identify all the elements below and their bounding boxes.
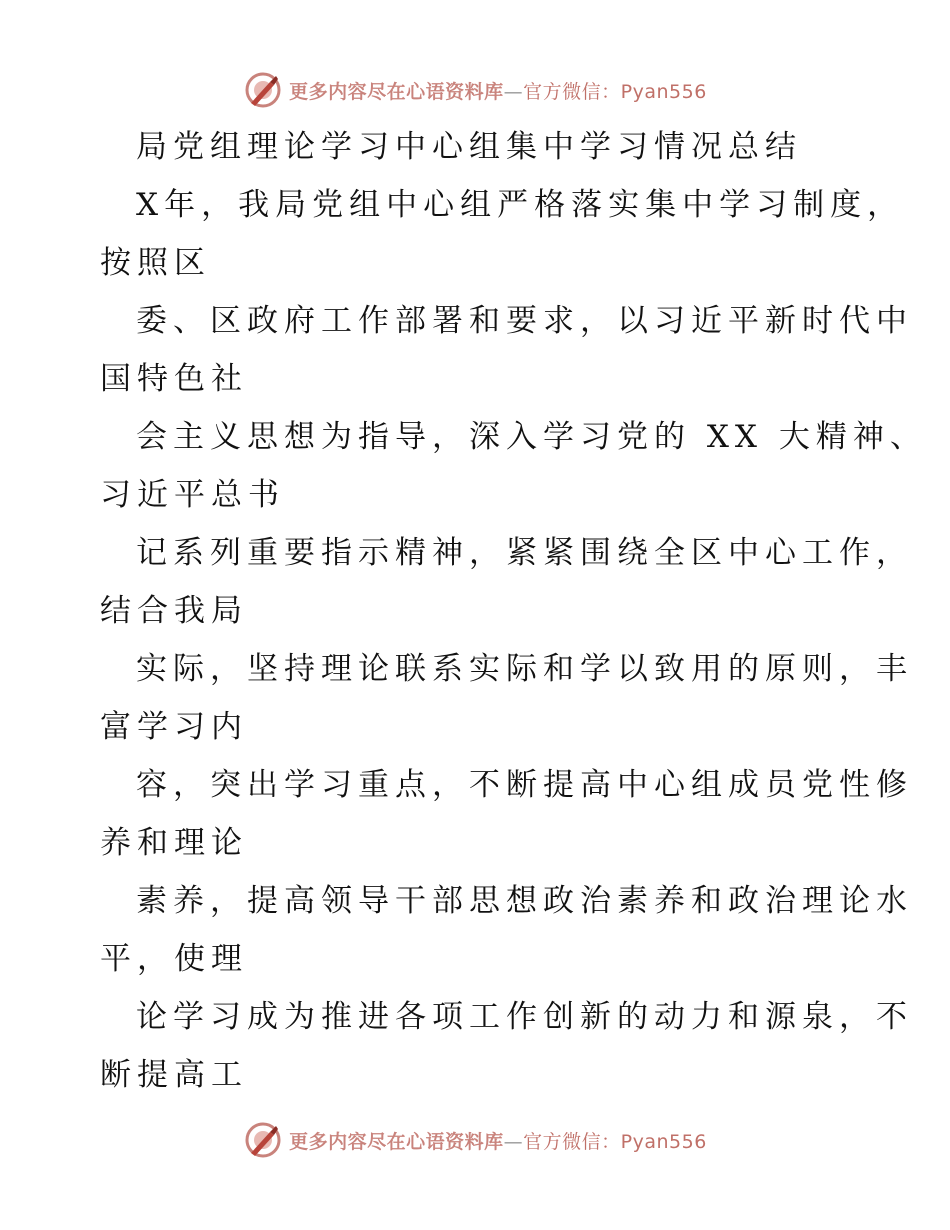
- watermark-brand: 更多内容尽在心语资料库: [289, 80, 504, 103]
- text-line: 断提高工: [100, 1057, 248, 1093]
- watermark-separator: —: [503, 80, 524, 103]
- text-line: 素养，提高领导干部思想政治素养和政治理论水: [136, 883, 913, 919]
- text-line: 结合我局: [100, 593, 248, 629]
- text-line: 记系列重要指示精神，紧紧围绕全区中心工作，: [136, 535, 913, 571]
- text-line: 委、区政府工作部署和要求，以习近平新时代中: [136, 303, 913, 339]
- watermark-contact: 官方微信：Pyan556: [523, 1130, 707, 1153]
- watermark-separator: —: [503, 1130, 524, 1153]
- header-watermark: [0, 68, 950, 112]
- document-title: 局党组理论学习中心组集中学习情况总结: [136, 129, 802, 165]
- watermark-brand: 更多内容尽在心语资料库: [289, 1130, 504, 1153]
- pen-logo-icon: [243, 70, 283, 110]
- text-line: 容，突出学习重点，不断提高中心组成员党性修: [136, 767, 913, 803]
- pen-logo-icon: [243, 1120, 283, 1160]
- text-line: 养和理论: [100, 825, 248, 861]
- document-body: [100, 118, 927, 1104]
- text-line: 习近平总书: [100, 477, 285, 513]
- text-line: 按照区: [100, 245, 211, 281]
- text-line: 平，使理: [100, 941, 248, 977]
- text-line: X年，我局党组中心组严格落实集中学习制度，: [136, 187, 905, 223]
- watermark-contact: 官方微信：Pyan556: [523, 80, 707, 103]
- text-line: 富学习内: [100, 709, 248, 745]
- text-line: 实际，坚持理论联系实际和学以致用的原则，丰: [136, 651, 913, 687]
- footer-watermark: [0, 1118, 950, 1162]
- text-line: 国特色社: [100, 361, 248, 397]
- watermark-text: [289, 77, 707, 104]
- watermark-text: [289, 1127, 707, 1154]
- text-line: 论学习成为推进各项工作创新的动力和源泉，不: [136, 999, 913, 1035]
- text-line: 会主义思想为指导，深入学习党的 XX 大精神、: [136, 419, 927, 455]
